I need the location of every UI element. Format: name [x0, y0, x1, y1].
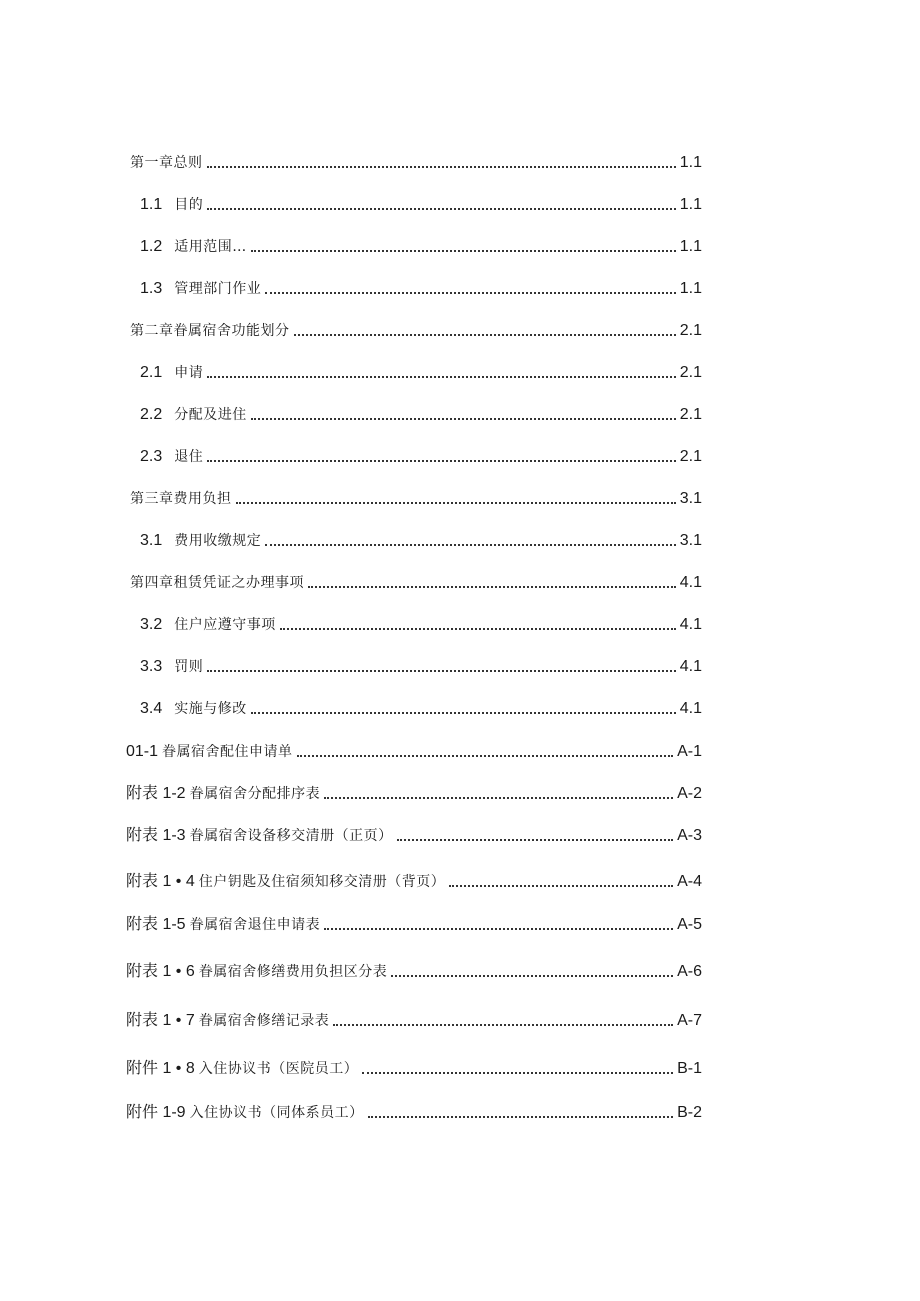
toc-title: 第四章租赁凭证之办理事项: [130, 575, 304, 591]
toc-page: 1.1: [679, 280, 702, 297]
toc-entry[interactable]: [126, 957, 702, 981]
dot-leader: [391, 975, 673, 977]
toc-number: 附表 1 • 6: [126, 963, 195, 980]
toc-title: 眷属宿舍退住申请表: [189, 917, 321, 933]
toc-entry[interactable]: [140, 694, 702, 718]
dot-leader: [280, 628, 676, 630]
dot-leader: [236, 502, 676, 504]
toc-title: 适用范围…: [174, 239, 247, 255]
toc-number: 附表 1 • 4: [126, 873, 195, 890]
toc-title: 目的: [174, 197, 204, 213]
dot-leader: [449, 885, 673, 887]
dot-leader: [251, 418, 676, 420]
toc-page: A-7: [677, 1012, 702, 1029]
toc-page: 3.1: [679, 532, 702, 549]
toc-title: 费用收缴规定: [174, 533, 262, 549]
toc-entry[interactable]: [126, 1006, 702, 1030]
dot-leader: [294, 334, 676, 336]
toc-entry[interactable]: [126, 779, 702, 803]
toc-page: 2.1: [679, 448, 702, 465]
toc-number: 3.3: [140, 658, 163, 675]
toc-number: 附表 1-3: [126, 827, 186, 844]
toc-entry[interactable]: [126, 910, 702, 934]
toc-number: 2.3: [140, 448, 163, 465]
toc-page: B-2: [677, 1104, 702, 1121]
toc-page: A-3: [677, 827, 702, 844]
toc-title: 眷属宿舍分配排序表: [189, 786, 321, 802]
toc-title: 分配及进住: [174, 407, 247, 423]
toc-title: 住户应遵守事项: [174, 617, 276, 633]
toc-number: 3.4: [140, 700, 163, 717]
toc-entry[interactable]: [140, 358, 702, 382]
dot-leader: [265, 292, 676, 294]
dot-leader: [265, 544, 676, 546]
toc-entry[interactable]: [126, 821, 702, 845]
toc-page: 2.1: [679, 406, 702, 423]
dot-leader: [397, 839, 674, 841]
toc-page: 1.1: [679, 154, 702, 171]
dot-leader: [362, 1072, 673, 1074]
dot-leader: [333, 1024, 673, 1026]
dot-leader: [308, 586, 676, 588]
toc-title: 第二章眷属宿舍功能划分: [130, 323, 290, 339]
toc-number: 3.1: [140, 532, 163, 549]
toc-title: 第三章费用负担: [130, 491, 232, 507]
toc-page: 4.1: [679, 658, 702, 675]
dot-leader: [207, 208, 676, 210]
toc-title: 眷属宿舍设备移交清册（正页）: [189, 828, 393, 844]
toc-entry[interactable]: [140, 232, 702, 256]
toc-page: 1.1: [679, 196, 702, 213]
toc-page: A-6: [677, 963, 702, 980]
dot-leader: [297, 755, 674, 757]
toc-entry[interactable]: [140, 400, 702, 424]
toc-title: 眷属宿舍修缮费用负担区分表: [198, 964, 388, 980]
toc-entry[interactable]: [126, 867, 702, 891]
toc-entry[interactable]: [140, 652, 702, 676]
toc-page: B-1: [677, 1060, 702, 1077]
toc-entry[interactable]: [140, 274, 702, 298]
toc-number: 1.1: [140, 196, 163, 213]
toc-page: 1.1: [679, 238, 702, 255]
dot-leader: [207, 670, 676, 672]
toc-entry[interactable]: [126, 568, 702, 592]
toc-title: 住户钥匙及住宿须知移交清册（背页）: [198, 874, 446, 890]
toc-number: 附表 1 • 7: [126, 1012, 195, 1029]
dot-leader: [324, 797, 673, 799]
dot-leader: [251, 250, 676, 252]
dot-leader: [368, 1116, 674, 1118]
toc-number: 2.1: [140, 364, 163, 381]
dot-leader: [207, 460, 676, 462]
toc-entry[interactable]: [126, 316, 702, 340]
toc-title: 罚则: [174, 659, 204, 675]
toc-page: A-2: [677, 785, 702, 802]
toc-number: 2.2: [140, 406, 163, 423]
toc-entry[interactable]: [126, 737, 702, 761]
toc-number: 1.2: [140, 238, 163, 255]
toc-entry[interactable]: [126, 484, 702, 508]
toc-number: 附件 1-9: [126, 1104, 186, 1121]
toc-number: 附表 1-5: [126, 916, 186, 933]
toc-title: 实施与修改: [174, 701, 247, 717]
toc-page: 4.1: [679, 700, 702, 717]
dot-leader: [251, 712, 676, 714]
toc-page: 2.1: [679, 364, 702, 381]
toc-page: 4.1: [679, 574, 702, 591]
toc-number: 附件 1 • 8: [126, 1060, 195, 1077]
toc-page: A-4: [677, 873, 702, 890]
toc-title: 入住协议书（医院员工）: [198, 1061, 359, 1077]
toc-title: 申请: [174, 365, 204, 381]
toc-page: 3.1: [679, 490, 702, 507]
toc-entry[interactable]: [126, 148, 702, 172]
dot-leader: [324, 928, 673, 930]
toc-page: 4.1: [679, 616, 702, 633]
toc-entry[interactable]: [140, 610, 702, 634]
toc-title: 管理部门作业: [174, 281, 262, 297]
dot-leader: [207, 166, 676, 168]
toc-title: 入住协议书（同体系员工）: [189, 1105, 364, 1121]
toc-title: 第一章总则: [130, 155, 203, 171]
toc-number: 3.2: [140, 616, 163, 633]
toc-entry[interactable]: [126, 1098, 702, 1122]
toc-title: 眷属宿舍修缮记录表: [198, 1013, 330, 1029]
toc-entry[interactable]: [140, 442, 702, 466]
toc-page: A-1: [677, 743, 702, 760]
toc-page: A-5: [677, 916, 702, 933]
dot-leader: [207, 376, 676, 378]
toc-number: 1.3: [140, 280, 163, 297]
toc-number: 附表 1-2: [126, 785, 186, 802]
toc-title: 眷属宿舍配住申请单: [162, 744, 293, 760]
toc-entry[interactable]: [140, 526, 702, 550]
toc-entry[interactable]: [140, 190, 702, 214]
toc-entry[interactable]: [126, 1054, 702, 1078]
toc-title: 退住: [174, 449, 204, 465]
toc-number: 01-1: [126, 743, 159, 760]
toc-page: 2.1: [679, 322, 702, 339]
